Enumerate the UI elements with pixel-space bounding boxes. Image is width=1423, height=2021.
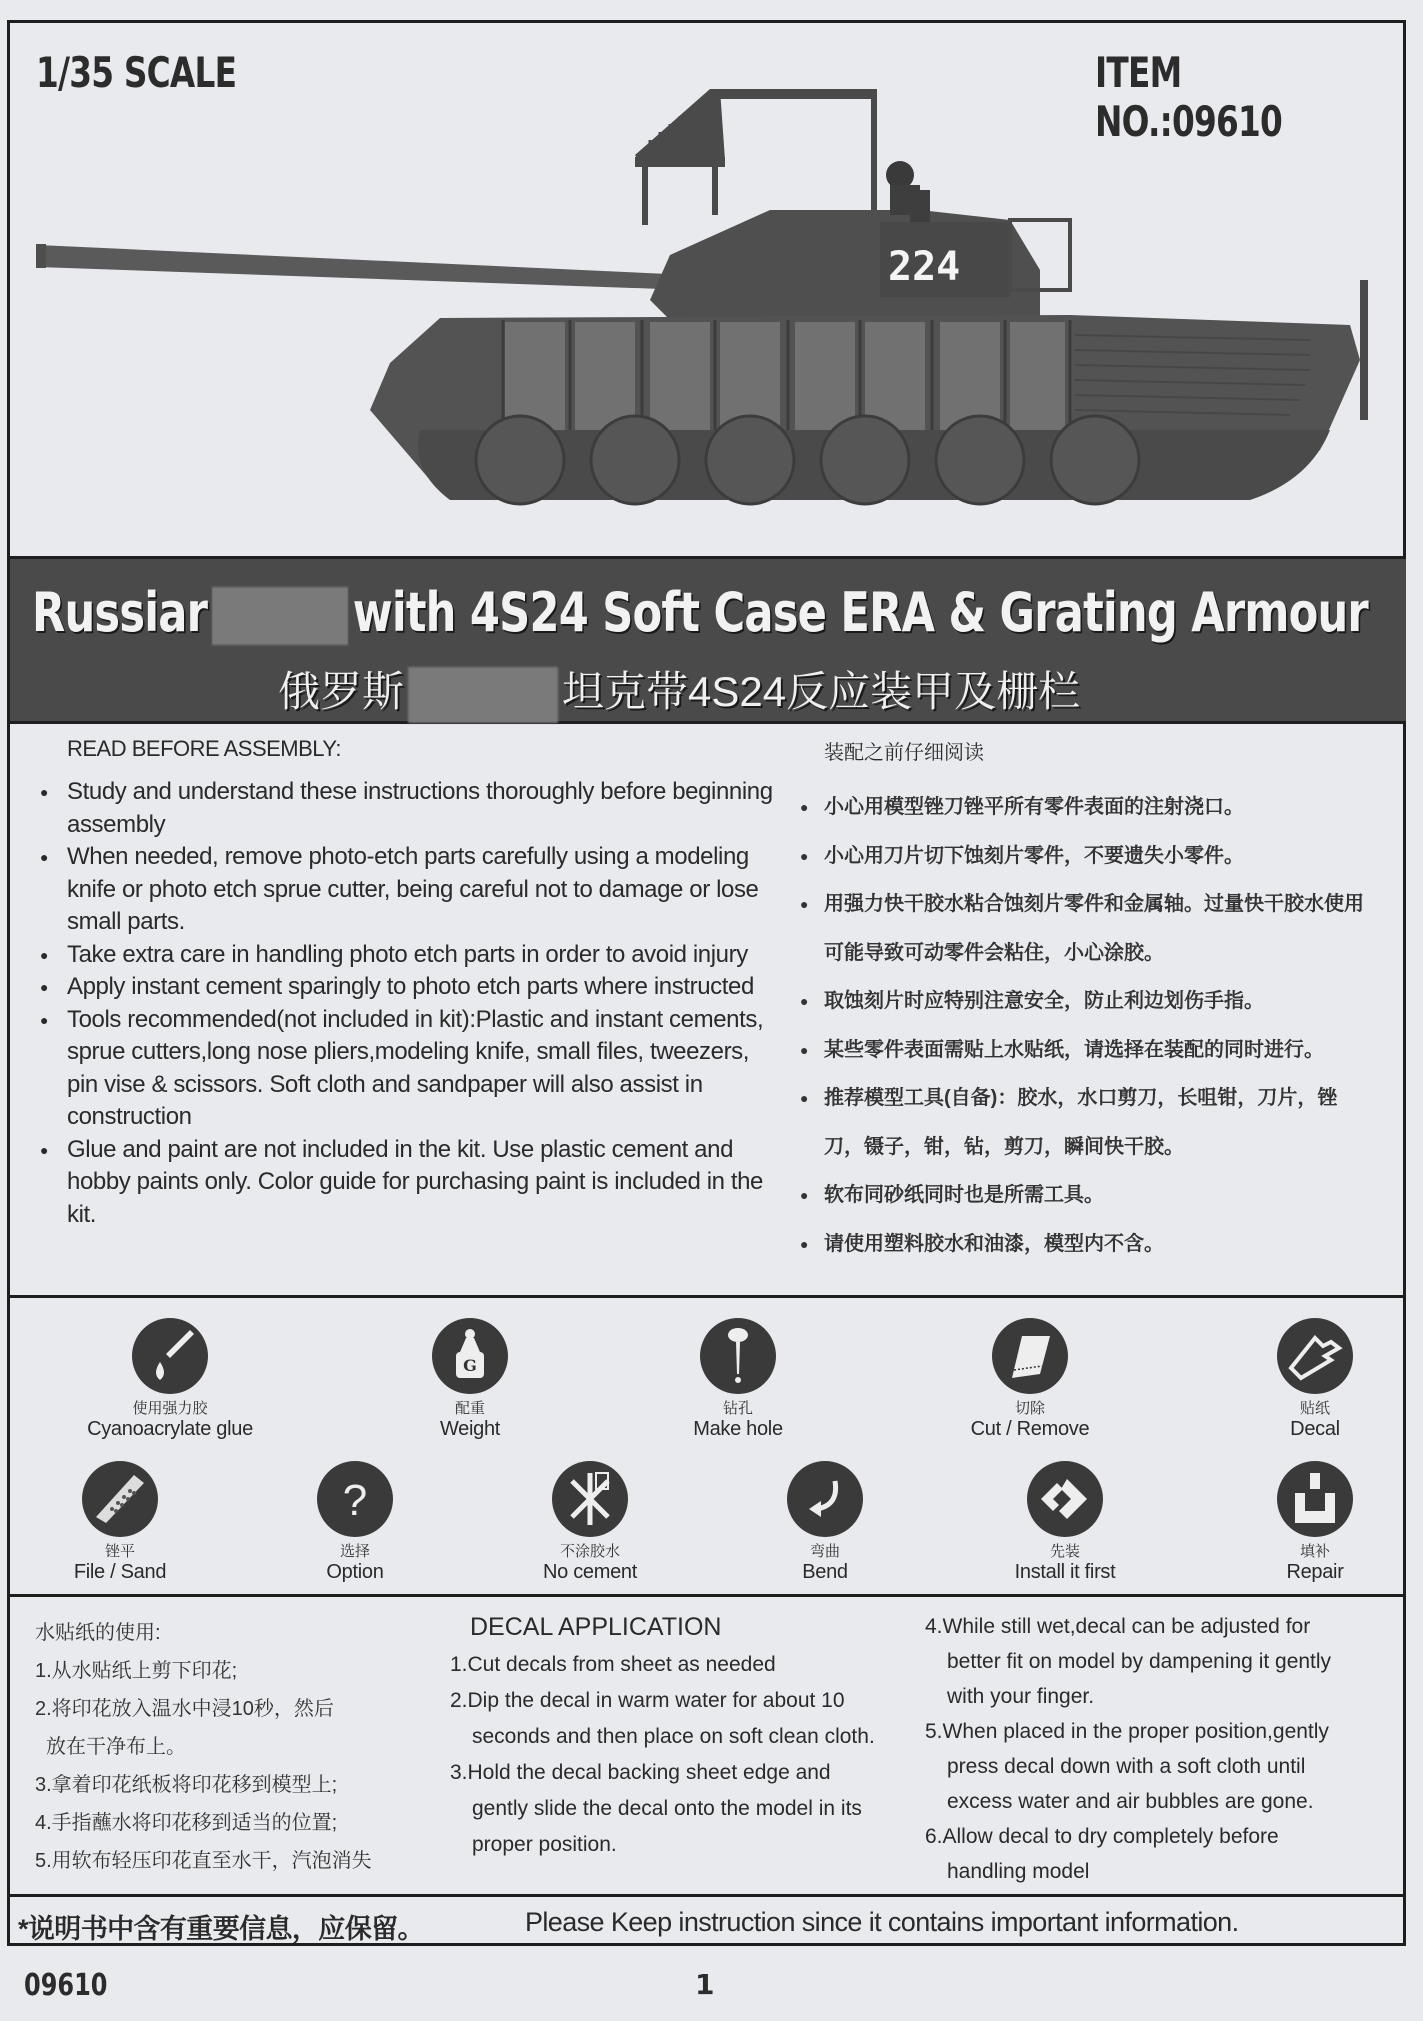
weight-icon [432,1318,508,1394]
page-number: 1 [695,1968,715,2001]
read-before-heading-zh: 装配之前仔细阅读 [824,742,984,764]
instruction-item-zh: ● 取蚀刻片时应特别注意安全，防止利边划伤手指。 [800,977,1400,1026]
scale-label: 1/35 SCALE [36,48,237,97]
instruction-item-zh: ● 请使用塑料胶水和油漆，模型内不含。 [800,1220,1400,1269]
decal-step-zh: 3.拿着印花纸板将印花移到模型上; [35,1774,338,1796]
instruction-item: ● Glue and paint are not included in the kit. Use plastic cement and hobby paints only. Color guide for purchasing paint is included in the kit. [32,1134,797,1232]
decal-icon [1277,1318,1353,1394]
option-icon [317,1461,393,1537]
option-glyph: ? [342,1476,368,1525]
title-en-prefix: Russiar [32,581,208,644]
install-first-icon [1027,1461,1103,1537]
decal-step-en: 6.Allow decal to dry completely before [925,1825,1279,1848]
repair-icon [1277,1461,1353,1537]
legend-label-en: Repair [1286,1561,1344,1583]
decal-step-en: with your finger. [947,1685,1095,1708]
note-english: Please Keep instruction since it contains important information. [525,1907,1239,1937]
instruction-item-zh: ● 用强力快干胶水粘合蚀刻片零件和金属轴。过量快干胶水使用可能导致可动零件会粘住，小心涂胶。 [800,880,1374,977]
decal-heading-en: DECAL APPLICATION [470,1613,722,1641]
instruction-item: ● When needed, remove photo-etch parts carefully using a modeling knife or photo etch sprue cutter, being careful not to damage or lose small parts. [32,841,802,939]
legend-label-en: No cement [542,1561,637,1583]
instruction-list-zh [800,783,1400,1268]
legend-label-en: Make hole [693,1418,783,1440]
decal-step-en: handling model [947,1860,1090,1883]
decal-step-en: 4.While still wet,decal can be adjusted for [925,1615,1311,1638]
legend-install-first [955,1461,1175,1583]
instruction-item: ● Take extra care in handling photo etch parts in order to avoid injury [32,939,792,972]
tank-illustration [10,60,1406,555]
title-english [32,581,1368,645]
title-en-suffix: with 4S24 Soft Case ERA & Grating Armour [352,581,1368,644]
legend-label-zh: 钻孔 [722,1400,753,1417]
decal-step-zh: 4.手指蘸水将印花移到适当的位置; [35,1812,338,1834]
legend-label-zh: 锉平 [104,1543,135,1560]
decal-step-en: better fit on model by dampening it gently [947,1650,1332,1673]
legend-no-cement [480,1461,700,1583]
legend-decal [1205,1318,1423,1440]
instruction-item: ● Tools recommended(not included in kit):Plastic and instant cements, sprue cutters,long nose pliers,modeling knife, small files, tweezers, pin vise & scissors. Soft cloth and sandpaper will also assist in construction [32,1004,767,1134]
instruction-item: ● Apply instant cement sparingly to photo etch parts where instructed [32,971,757,1004]
instruction-list-en [32,776,792,1231]
legend-label-zh: 贴纸 [1299,1400,1330,1417]
decal-instructions-zh [35,1614,455,1880]
legend-label-en: Cut / Remove [970,1418,1090,1440]
tank-grating-frame [635,89,877,225]
decal-step-en: excess water and air bubbles are gone. [947,1790,1314,1813]
keep-instructions-note [10,1897,1406,1946]
instruction-item-zh: ● 小心用模型锉刀锉平所有零件表面的注射浇口。 [800,783,1400,832]
decal-step-en: 5.When placed in the proper position,gently [925,1720,1329,1743]
legend-label-en: File / Sand [73,1561,167,1583]
cyanoacrylate-glue-icon [132,1318,208,1394]
instruction-item-zh: ● 推荐模型工具(自备)：胶水，水口剪刀，长咀钳，刀片，锉刀，镊子，钳，钻，剪刀，瞬间快干胶。 [800,1074,1374,1171]
decal-step-en: 2.Dip the decal in warm water for about 10 [450,1689,845,1712]
decal-step-en: 3.Hold the decal backing sheet edge and [450,1761,831,1784]
title-banner [10,556,1406,724]
legend-make-hole [628,1318,848,1440]
decal-application-section [10,1597,1406,1897]
instruction-item-zh: ● 小心用刀片切下蚀刻片零件，不要遗失小零件。 [800,832,1400,881]
decal-step-zh: 1.从水贴纸上剪下印花; [35,1660,238,1682]
legend-label-zh: 先装 [1049,1543,1080,1560]
legend-label-zh: 使用强力胶 [132,1400,208,1417]
legend-cyanoacrylate-glue [60,1318,280,1440]
legend-label-en: Install it first [1014,1561,1116,1583]
decal-step-zh: 5.用软布轻压印花直至水干，汽泡消失 [35,1850,372,1872]
legend-label-en: Cyanoacrylate glue [87,1418,253,1440]
read-before-chinese [800,736,1400,1268]
legend-label-zh: 选择 [339,1543,370,1560]
no-cement-icon [552,1461,628,1537]
read-before-section [10,724,1406,1298]
tank-gun-barrel [36,244,690,290]
file-sand-icon [82,1461,158,1537]
legend-label-en: Bend [802,1561,848,1583]
redacted-block [212,587,348,645]
legend-cut-remove [920,1318,1140,1440]
decal-instructions-en-continued [925,1609,1405,1889]
decal-step-en: seconds and then place on soft clean cloth. [472,1725,875,1748]
legend-weight [360,1318,580,1440]
tank-number: 224 [888,244,961,290]
legend-file-sand [10,1461,230,1583]
legend-label-zh: 不涂胶水 [559,1543,620,1560]
bend-icon [787,1461,863,1537]
read-before-english [32,736,792,1231]
title-zh-prefix: 俄罗斯 [278,668,405,715]
read-before-heading: READ BEFORE ASSEMBLY: [67,736,341,761]
instruction-item: ● Study and understand these instructions thoroughly before beginning assembly [32,776,792,841]
decal-step-en: 1.Cut decals from sheet as needed [450,1653,776,1676]
item-number: ITEM NO.:09610 [1095,48,1283,146]
item-code: 09610 [24,1968,108,2003]
legend-label-zh: 填补 [1299,1543,1330,1560]
decal-step-en: proper position. [472,1833,617,1856]
decal-step-zh: 放在干净布上。 [46,1736,186,1758]
decal-step-zh: 2.将印花放入温水中浸10秒，然后 [35,1698,334,1720]
legend-label-en: Weight [439,1418,501,1440]
note-chinese: *说明书中含有重要信息，应保留。 [18,1914,424,1944]
cut-remove-icon [992,1318,1068,1394]
legend-label-zh: 弯曲 [809,1543,840,1560]
legend-repair [1205,1461,1423,1583]
legend-label-zh: 切除 [1014,1400,1045,1417]
legend-bend [715,1461,935,1583]
instruction-item-zh: ● 软布同砂纸同时也是所需工具。 [800,1171,1400,1220]
decal-step-en: press decal down with a soft cloth until [947,1755,1306,1778]
redacted-block [408,667,558,723]
legend-label-en: Decal [1290,1418,1340,1440]
legend-option [245,1461,465,1583]
title-zh-suffix: 坦克带4S24反应装甲及栅栏 [562,668,1081,715]
legend-label-en: Option [326,1561,384,1583]
decal-instructions-en [450,1611,930,1863]
make-hole-icon [700,1318,776,1394]
legend-label-zh: 配重 [454,1400,485,1417]
instruction-item-zh: ● 某些零件表面需贴上水贴纸，请选择在装配的同时进行。 [800,1026,1400,1075]
symbol-legend [10,1298,1406,1597]
title-chinese [278,659,1080,723]
decal-heading-zh: 水贴纸的使用: [35,1622,161,1644]
decal-step-en: gently slide the decal onto the model in its [472,1797,862,1820]
weight-glyph: G [463,1356,477,1375]
